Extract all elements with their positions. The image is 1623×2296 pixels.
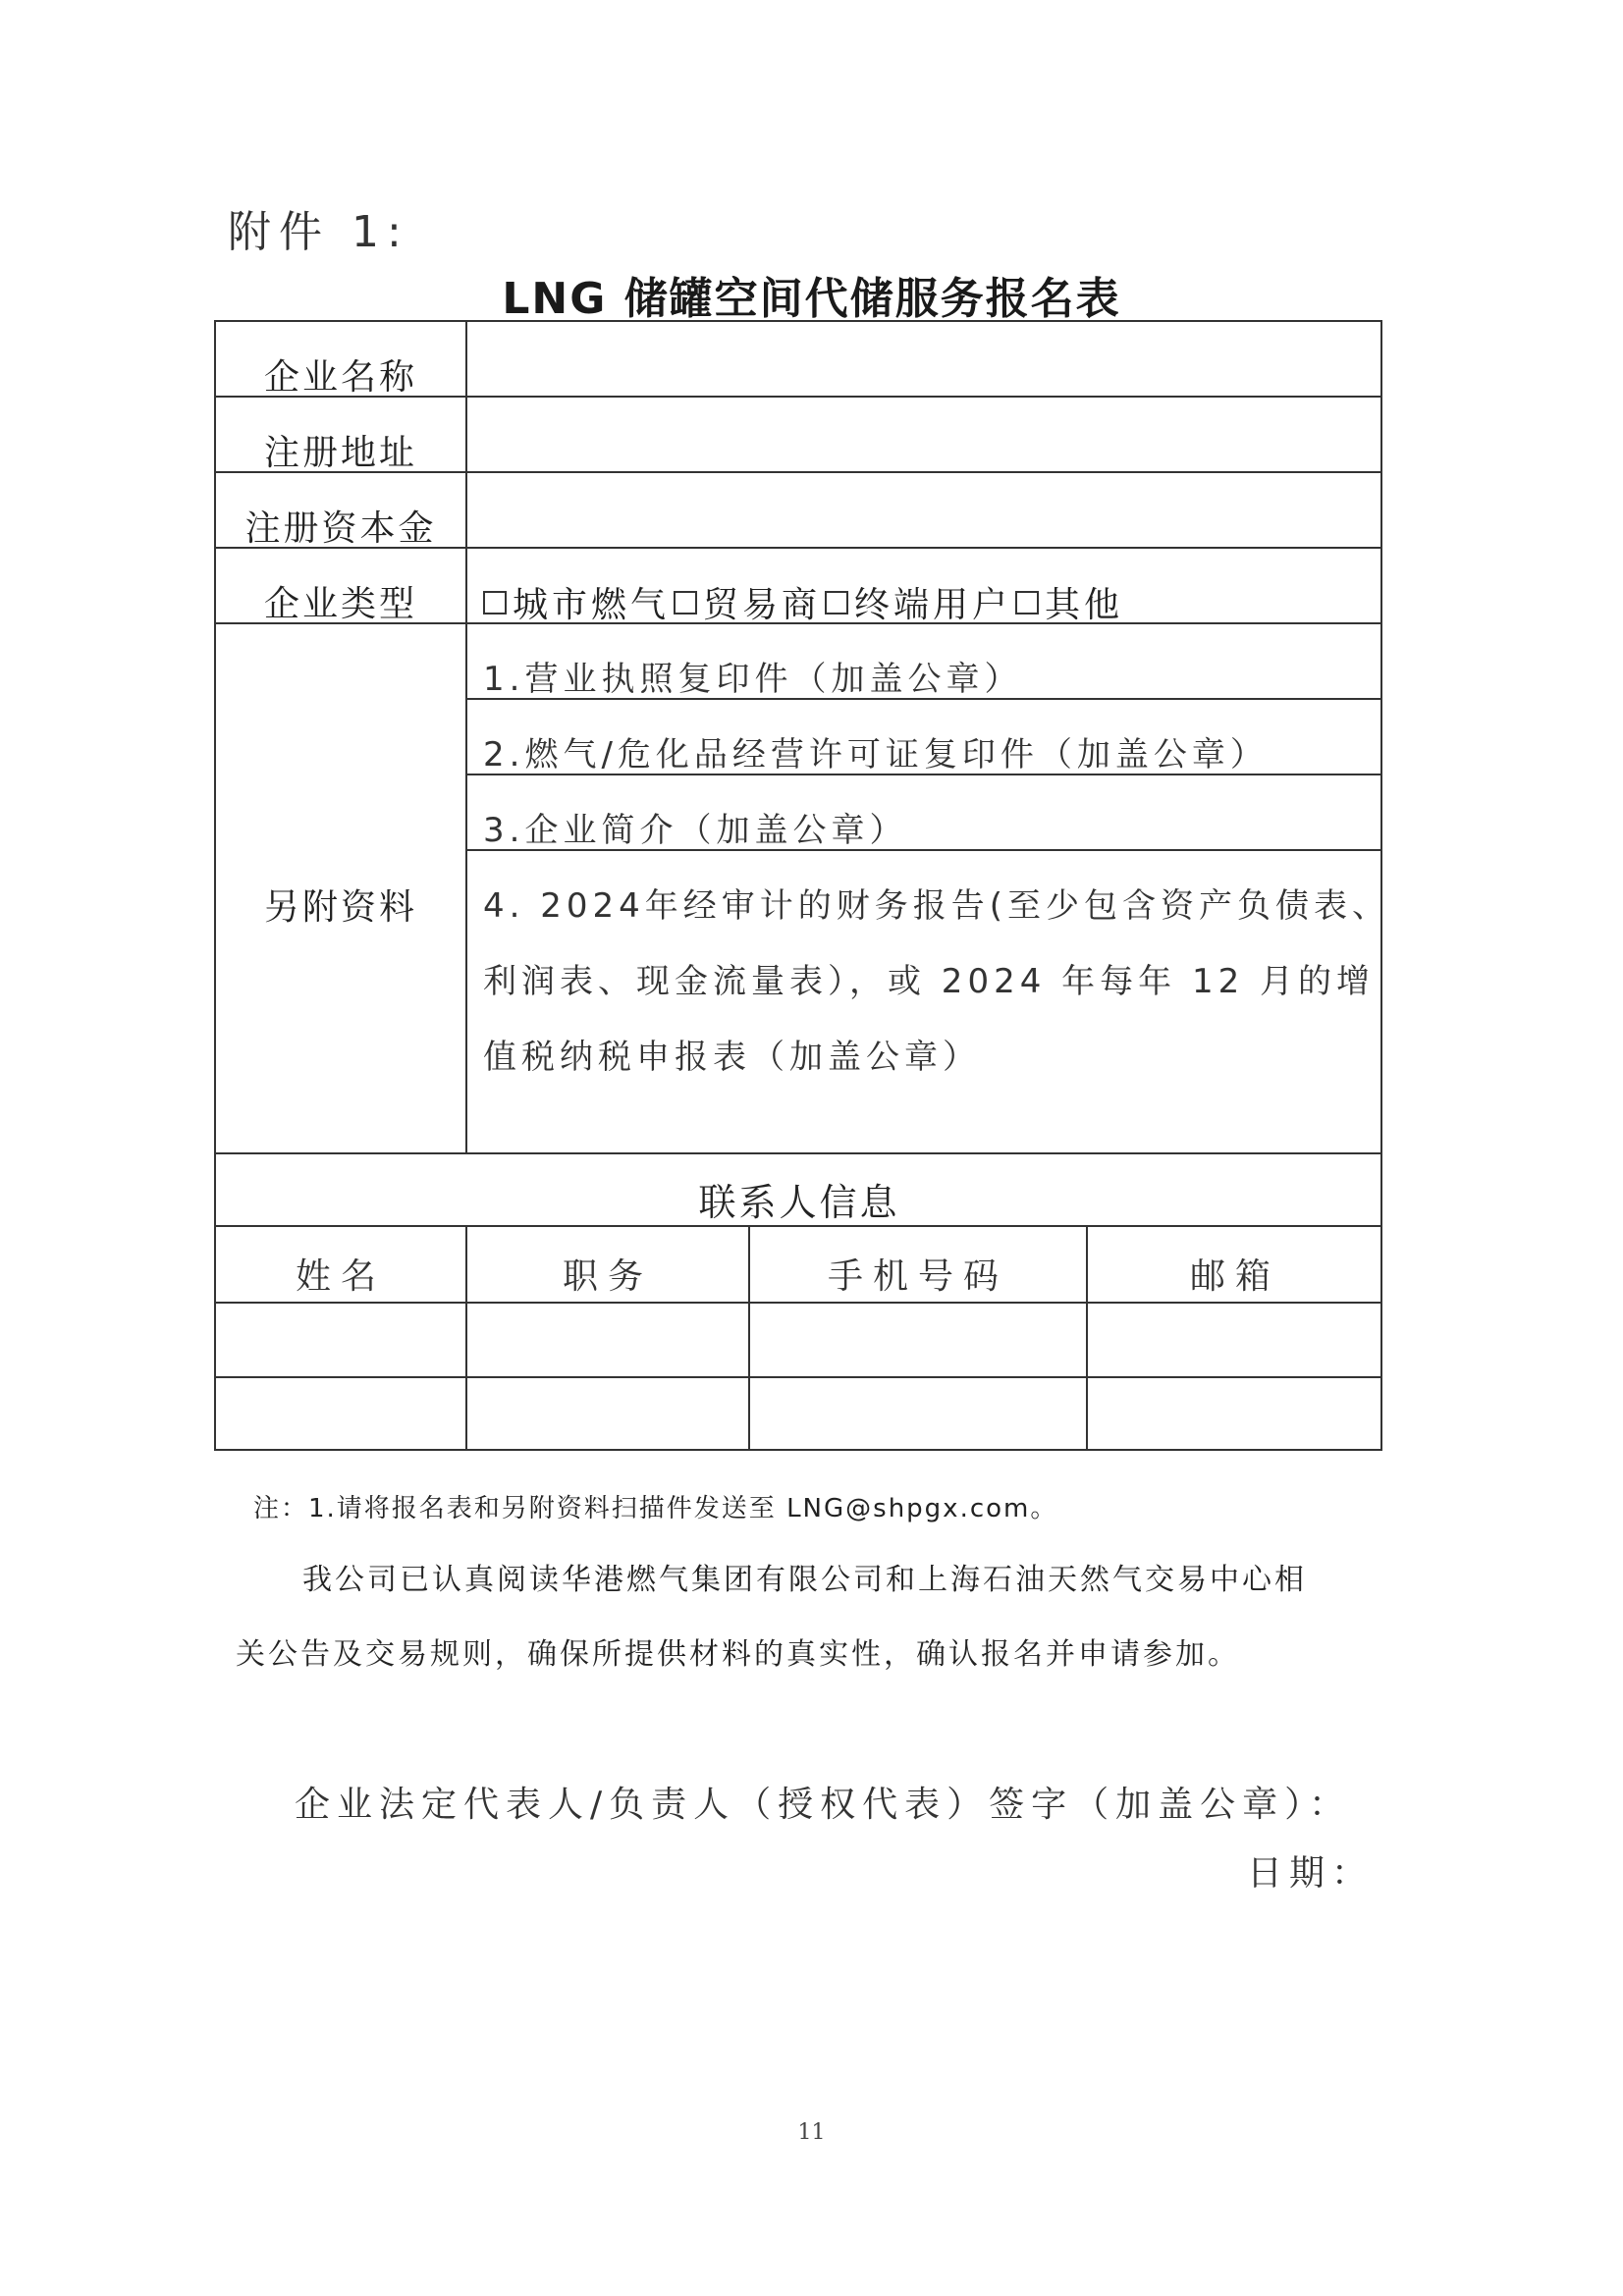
registered-capital-label: 注册资本金 [244,508,437,549]
contact-cell-name[interactable] [216,1227,465,1302]
column-header-position: 职务 [562,1256,653,1297]
attachment-item: 1.营业执照复印件（加盖公章） [483,660,1023,699]
attachment-item-line: 4. 2024年经审计的财务报告(至少包含资产负债表、 [483,886,1391,926]
contact-cell-position[interactable] [467,1378,748,1451]
contact-cell-mobile[interactable] [750,1378,1086,1451]
contact-cell-email[interactable] [1088,1304,1382,1376]
column-header-email: 邮箱 [1189,1256,1280,1297]
end-user-option-label: 终端用户 [854,585,1012,625]
enterprise-type-label: 企业类型 [263,584,417,624]
trader-checkbox[interactable] [674,591,697,614]
contact-cell-email[interactable] [1088,1378,1382,1451]
attachment-item: 2.燃气/危化品经营许可证复印件（加盖公章） [483,735,1269,774]
contact-info-heading: 联系人信息 [698,1181,900,1224]
page-number: 11 [797,2120,826,2145]
attachment-item: 3.企业简介（加盖公章） [483,811,908,850]
attachment-item-line: 利润表、现金流量表），或 2024 年每年 12 月的增 [483,962,1376,1001]
contact-cell-mobile[interactable] [750,1304,1086,1376]
other-checkbox[interactable] [1015,591,1039,614]
trader-option-label: 贸易商 [703,585,822,625]
submission-note: 注：1.请将报名表和另附资料扫描件发送至 LNG@shpgx.com。 [253,1494,1058,1523]
city-gas-option-label: 城市燃气 [513,585,671,625]
signature-label: 企业法定代表人/负责人（授权代表）签字（加盖公章）： [295,1785,1352,1825]
table-divider [214,1152,1382,1154]
declaration-line: 关公告及交易规则，确保所提供材料的真实性，确认报名并申请参加。 [236,1637,1240,1672]
attachments-label: 另附资料 [263,887,417,928]
enterprise-type-options [483,577,1127,627]
registered-address-label: 注册地址 [263,433,417,473]
declaration-line: 我公司已认真阅读华港燃气集团有限公司和上海石油天然气交易中心相 [302,1563,1307,1597]
contact-cell-name[interactable] [216,1378,465,1451]
other-option-label: 其他 [1045,585,1124,625]
column-header-mobile: 手机号码 [827,1256,1008,1297]
contact-cell-position[interactable] [467,1304,748,1376]
city-gas-checkbox[interactable] [483,591,507,614]
company-name-label: 企业名称 [263,357,417,398]
table-divider [465,320,467,1152]
attachment-label: 附件 1: [228,207,409,257]
end-user-checkbox[interactable] [825,591,848,614]
date-label: 日期： [1247,1853,1375,1894]
page-title: LNG 储罐空间代储服务报名表 [502,274,1121,324]
column-header-name: 姓名 [295,1256,386,1297]
attachment-item-line: 值税纳税申报表（加盖公章） [483,1038,981,1077]
